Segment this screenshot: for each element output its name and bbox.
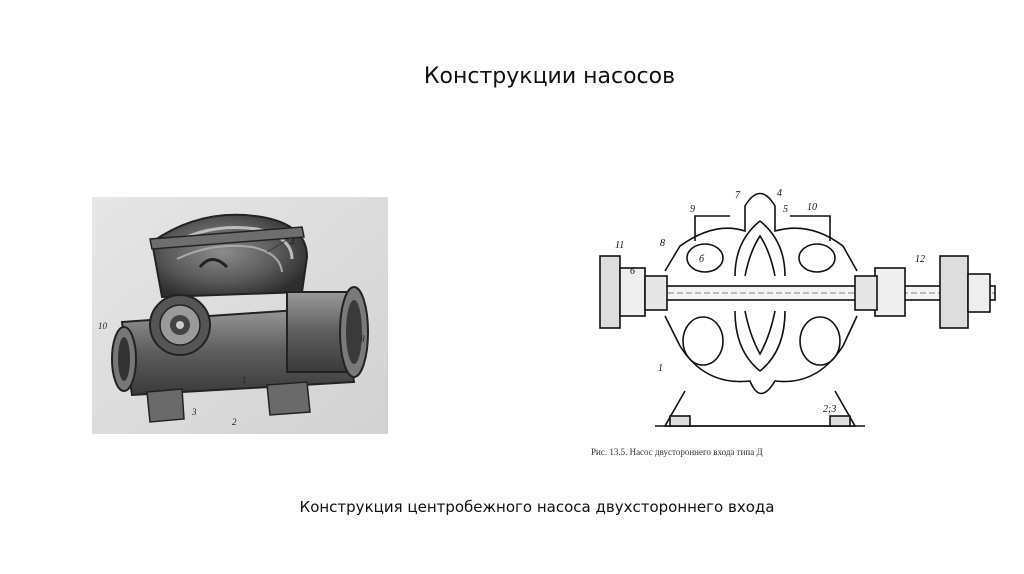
photo-label-1: 1 bbox=[242, 375, 247, 385]
figure-caption: Рис. 13.5. Насос двустороннего входа типа Д bbox=[591, 447, 763, 457]
drawing-label-12: 12 bbox=[915, 254, 925, 265]
drawing-label-b: б bbox=[699, 254, 705, 265]
drawing-label-6: 6 bbox=[630, 266, 635, 277]
drawing-label-10: 10 bbox=[807, 202, 817, 213]
photo-label-3: 3 bbox=[192, 407, 197, 417]
photo-label-10: 10 bbox=[98, 321, 107, 331]
drawing-label-2-3: 2;3 bbox=[823, 404, 837, 415]
photo-label-8: 8 bbox=[360, 334, 365, 344]
photo-label-4: 4 bbox=[290, 237, 295, 247]
drawing-label-4: 4 bbox=[777, 188, 782, 199]
drawing-label-9: 9 bbox=[690, 204, 695, 215]
drawing-label-11: 11 bbox=[615, 240, 625, 251]
drawing-label-8: 8 bbox=[660, 238, 665, 249]
drawing-label-1: 1 bbox=[658, 363, 663, 374]
drawing-label-5: 5 bbox=[783, 204, 788, 215]
pump-cross-section-drawing bbox=[585, 176, 997, 444]
pump-photo bbox=[92, 197, 388, 434]
slide-title: Конструкции насосов bbox=[423, 64, 676, 89]
photo-label-2: 2 bbox=[232, 417, 237, 427]
drawing-label-7: 7 bbox=[735, 190, 740, 201]
slide-caption: Конструкция центробежного насоса двухстороннего входа bbox=[299, 498, 775, 516]
